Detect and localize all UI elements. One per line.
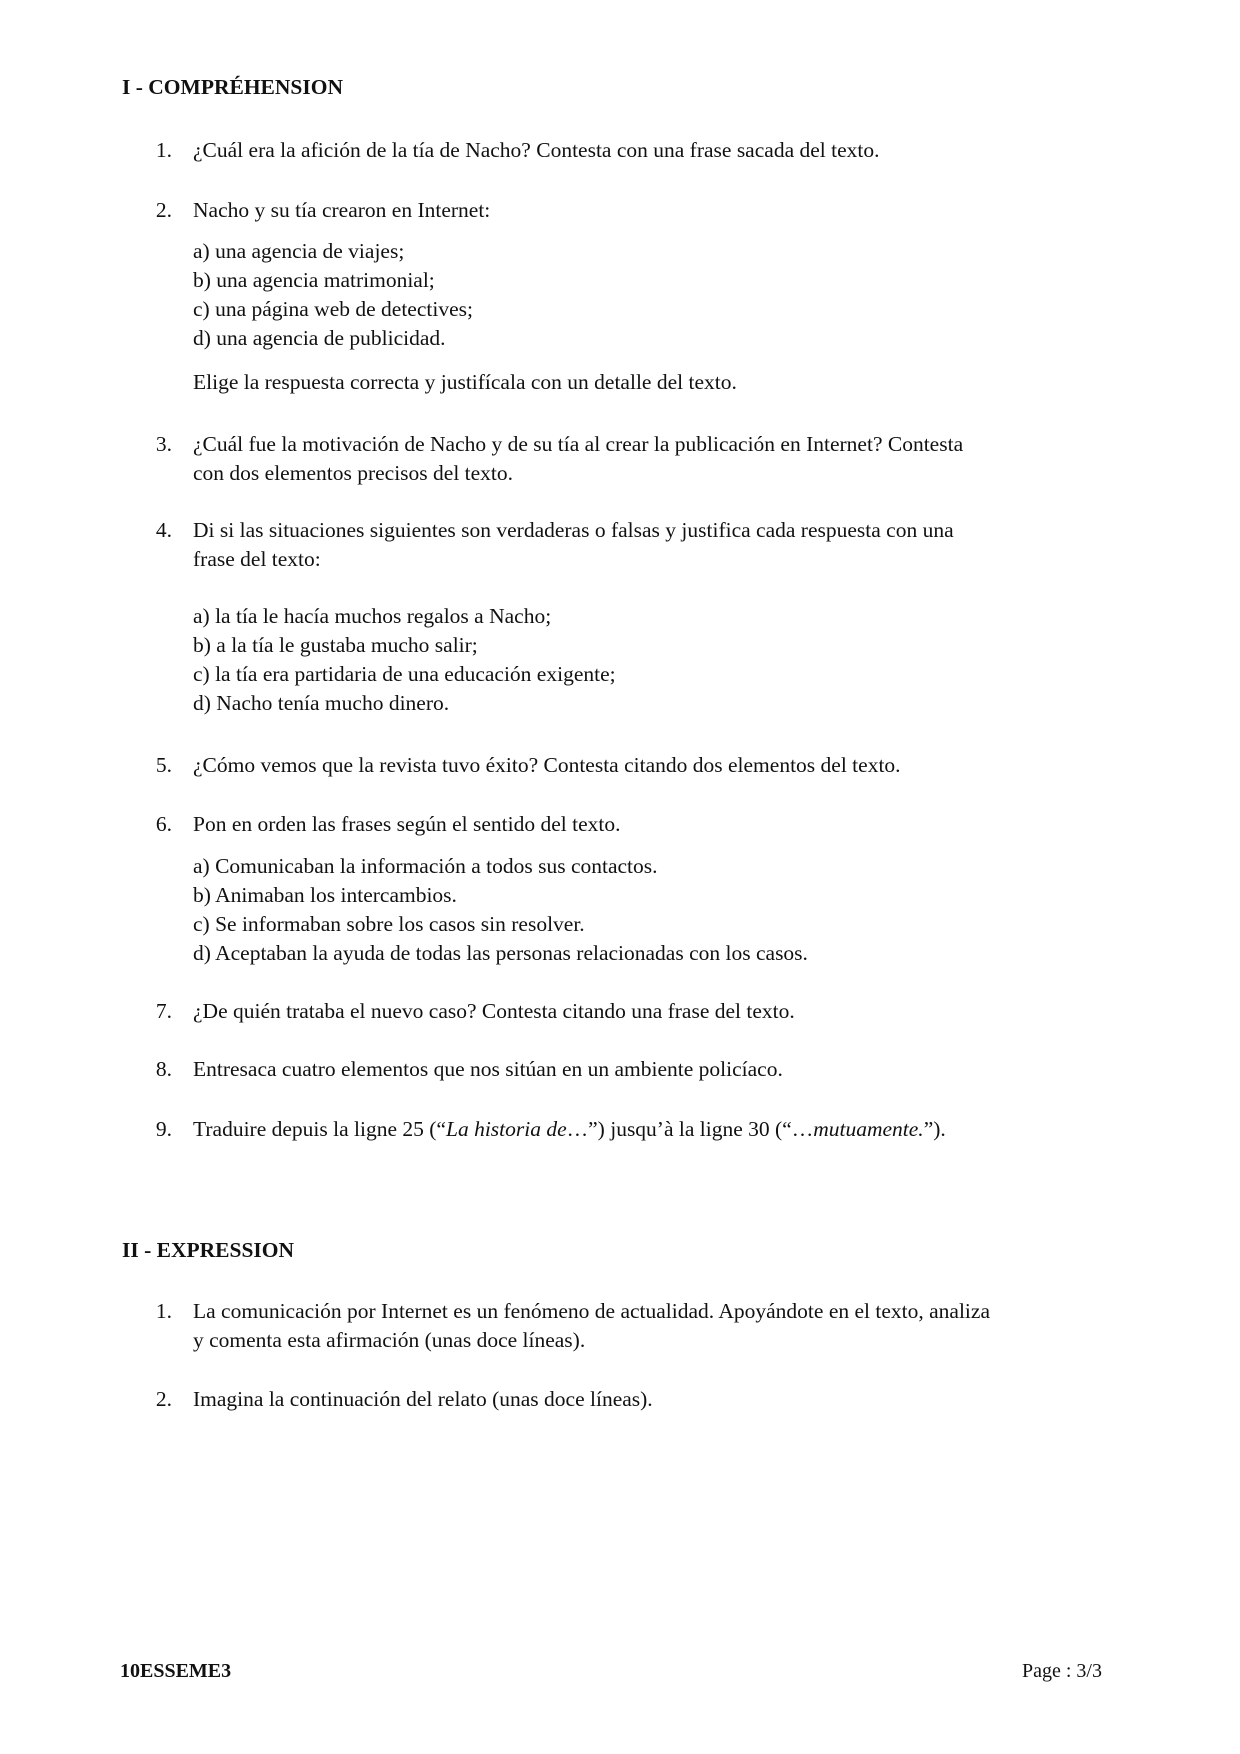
question-number: 9.: [155, 1117, 172, 1141]
section-title-comprehension: I - COMPRÉHENSION: [122, 75, 343, 99]
question-6-option: c) Se informaban sobre los casos sin resolver.: [193, 912, 585, 936]
question-4-option: d) Nacho tenía mucho dinero.: [193, 691, 450, 715]
question-number: 2.: [155, 1387, 172, 1411]
question-4-option: c) la tía era partidaria de una educación exigente;: [193, 662, 616, 686]
page-number: Page : 3/3: [1022, 1660, 1102, 1682]
question-2-option: d) una agencia de publicidad.: [193, 326, 446, 350]
question-6-option: b) Animaban los intercambios.: [193, 883, 457, 907]
question-6-option: a) Comunicaban la información a todos sus contactos.: [193, 854, 658, 878]
question-number: 6.: [155, 812, 172, 836]
question-6-text: Pon en orden las frases según el sentido del texto.: [193, 812, 621, 836]
question-1-text: ¿Cuál era la afición de la tía de Nacho? Contesta con una frase sacada del texto.: [193, 138, 880, 162]
expression-2-text: Imagina la continuación del relato (unas doce líneas).: [193, 1387, 653, 1411]
question-number: 1.: [155, 138, 172, 162]
question-4-line: Di si las situaciones siguientes son verdaderas o falsas y justifica cada respuesta con una: [193, 518, 954, 542]
question-7-text: ¿De quién trataba el nuevo caso? Contesta citando una frase del texto.: [193, 999, 795, 1023]
question-number: 3.: [155, 432, 172, 456]
question-3-line: con dos elementos precisos del texto.: [193, 461, 514, 485]
question-number: 5.: [155, 753, 172, 777]
question-8-text: Entresaca cuatro elementos que nos sitúan en un ambiente policíaco.: [193, 1057, 783, 1081]
question-4-line: frase del texto:: [193, 547, 321, 571]
expression-1-line: La comunicación por Internet es un fenómeno de actualidad. Apoyándote en el texto, analiza: [193, 1299, 990, 1323]
question-6-option: d) Aceptaban la ayuda de todas las personas relacionadas con los casos.: [193, 941, 808, 965]
question-2-text: Nacho y su tía crearon en Internet:: [193, 198, 491, 222]
question-number: 7.: [155, 999, 172, 1023]
question-4-option: a) la tía le hacía muchos regalos a Nacho;: [193, 604, 552, 628]
question-number: 4.: [155, 518, 172, 542]
question-number: 2.: [155, 198, 172, 222]
question-3-line: ¿Cuál fue la motivación de Nacho y de su tía al crear la publicación en Internet? Contesta: [193, 432, 964, 456]
question-2-option: b) una agencia matrimonial;: [193, 268, 435, 292]
question-number: 8.: [155, 1057, 172, 1081]
expression-1-line: y comenta esta afirmación (unas doce líneas).: [193, 1328, 586, 1352]
question-5-text: ¿Cómo vemos que la revista tuvo éxito? Contesta citando dos elementos del texto.: [193, 753, 901, 777]
question-2-option: a) una agencia de viajes;: [193, 239, 405, 263]
question-9-text: Traduire depuis la ligne 25 (“La historia de…”) jusqu’à la ligne 30 (“…mutuamente.”).: [193, 1117, 946, 1141]
question-2-instruction: Elige la respuesta correcta y justifícala con un detalle del texto.: [193, 370, 737, 394]
question-4-option: b) a la tía le gustaba mucho salir;: [193, 633, 478, 657]
question-number: 1.: [155, 1299, 172, 1323]
section-title-expression: II - EXPRESSION: [122, 1238, 295, 1262]
question-2-option: c) una página web de detectives;: [193, 297, 473, 321]
exam-code: 10ESSEME3: [120, 1660, 232, 1682]
